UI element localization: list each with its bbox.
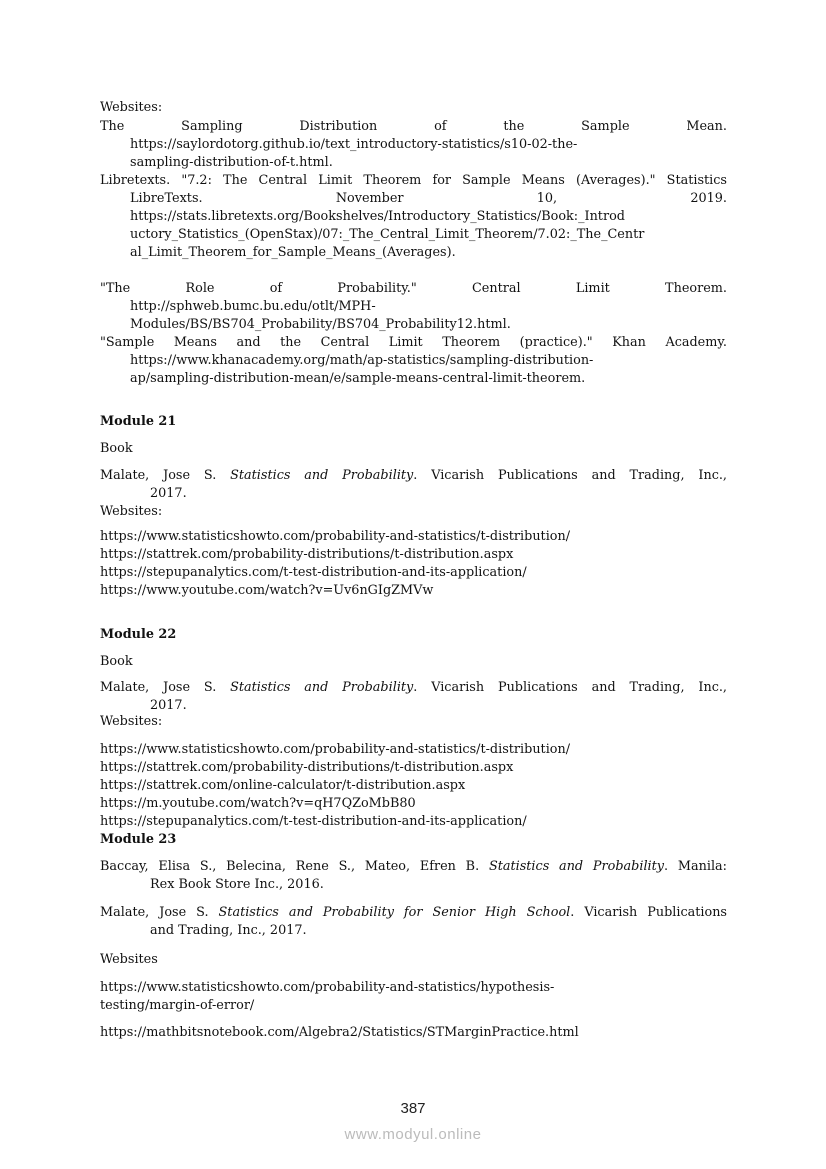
book-reference	[100, 679, 727, 697]
book-reference	[100, 467, 727, 485]
websites-label: Websites:	[100, 714, 163, 729]
module-heading: Module 23	[100, 832, 177, 847]
book-label: Book	[100, 441, 133, 456]
book-reference	[100, 858, 727, 876]
website-link[interactable]: https://www.statisticshowto.com/probability-and-statistics/t-distribution/	[100, 742, 571, 757]
book-publisher: and Trading, Inc., 2017.	[150, 923, 307, 938]
publisher: . Manila:	[664, 859, 727, 874]
author: Malate, Jose S.	[100, 468, 231, 483]
book-title: Statistics and Probability	[230, 680, 414, 695]
website-link[interactable]: https://www.youtube.com/watch?v=Uv6nGIgZMVw	[100, 583, 434, 598]
websites-label: Websites:	[100, 504, 163, 519]
book-title: Statistics and Probability	[230, 468, 414, 483]
website-link[interactable]: https://www.statisticshowto.com/probability-and-statistics/t-distribution/	[100, 529, 571, 544]
author: Malate, Jose S.	[100, 680, 231, 695]
publisher: . Vicarish Publications and Trading, Inc.,	[413, 680, 727, 695]
reference-text: LibreTexts. November 10, 2019.	[130, 191, 727, 206]
reference-link[interactable]: http://sphweb.bumc.bu.edu/otlt/MPH-	[130, 299, 376, 314]
website-link[interactable]: https://stepupanalytics.com/t-test-distribution-and-its-application/	[100, 565, 527, 580]
book-reference	[100, 904, 727, 922]
book-publisher: Rex Book Store Inc., 2016.	[150, 877, 324, 892]
author: Baccay, Elisa S., Belecina, Rene S., Mateo, Efren B.	[100, 859, 489, 874]
book-title: Statistics and Probability for Senior High School	[218, 905, 571, 920]
author: Malate, Jose S.	[100, 905, 219, 920]
book-year: 2017.	[150, 698, 187, 713]
website-link[interactable]: https://stattrek.com/probability-distributions/t-distribution.aspx	[100, 547, 514, 562]
reference-link[interactable]: uctory_Statistics_(OpenStax)/07:_The_Central_Limit_Theorem/7.02:_The_Centr	[130, 227, 645, 242]
reference-link[interactable]: https://stats.libretexts.org/Bookshelves/Introductory_Statistics/Book:_Introd	[130, 209, 625, 224]
page-number: 387	[400, 1100, 426, 1117]
reference-text: "The Role of Probability." Central Limit Theorem.	[100, 281, 727, 296]
book-title: Statistics and Probability	[488, 859, 665, 874]
module-heading: Module 22	[100, 627, 177, 642]
module-heading: Module 21	[100, 414, 177, 429]
reference-link[interactable]: https://saylordotorg.github.io/text_introductory-statistics/s10-02-the-	[130, 137, 578, 152]
publisher: . Vicarish Publications	[570, 905, 728, 920]
website-link[interactable]: https://mathbitsnotebook.com/Algebra2/Statistics/STMarginPractice.html	[100, 1025, 579, 1040]
reference-link[interactable]: https://www.khanacademy.org/math/ap-statistics/sampling-distribution-	[130, 353, 594, 368]
reference-link[interactable]: ap/sampling-distribution-mean/e/sample-means-central-limit-theorem.	[130, 371, 586, 386]
reference-link[interactable]: Modules/BS/BS704_Probability/BS704_Probability12.html.	[130, 317, 511, 332]
website-link[interactable]: https://stepupanalytics.com/t-test-distribution-and-its-application/	[100, 814, 527, 829]
watermark: www.modyul.online	[344, 1126, 482, 1143]
websites-label: Websites	[100, 952, 158, 967]
reference-text: Libretexts. "7.2: The Central Limit Theorem for Sample Means (Averages)." Statistics	[100, 173, 727, 188]
book-year: 2017.	[150, 486, 187, 501]
website-link[interactable]: https://m.youtube.com/watch?v=qH7QZoMbB80	[100, 796, 416, 811]
website-link[interactable]: testing/margin-of-error/	[100, 998, 255, 1013]
reference-link[interactable]: al_Limit_Theorem_for_Sample_Means_(Averages).	[130, 245, 456, 260]
reference-link[interactable]: sampling-distribution-of-t.html.	[130, 155, 333, 170]
reference-text: "Sample Means and the Central Limit Theorem (practice)." Khan Academy.	[100, 335, 727, 350]
reference-text: The Sampling Distribution of the Sample Mean.	[100, 119, 727, 134]
website-link[interactable]: https://www.statisticshowto.com/probability-and-statistics/hypothesis-	[100, 980, 555, 995]
websites-label: Websites:	[100, 100, 163, 115]
book-label: Book	[100, 654, 133, 669]
publisher: . Vicarish Publications and Trading, Inc.,	[413, 468, 727, 483]
website-link[interactable]: https://stattrek.com/probability-distributions/t-distribution.aspx	[100, 760, 514, 775]
website-link[interactable]: https://stattrek.com/online-calculator/t-distribution.aspx	[100, 778, 466, 793]
